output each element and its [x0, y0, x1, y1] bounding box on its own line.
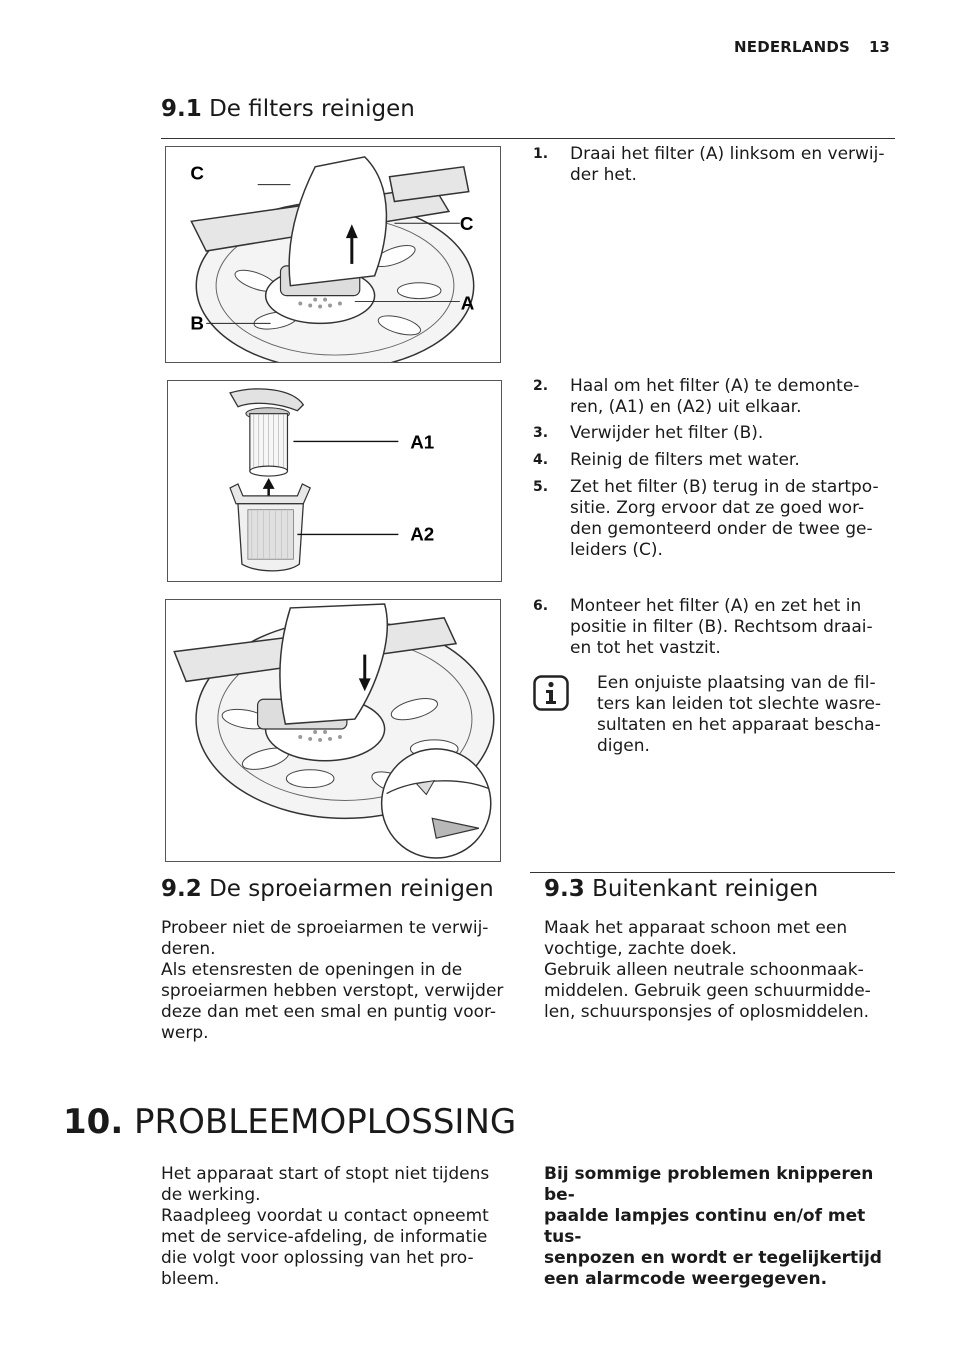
info-line: Een onjuiste plaatsing van de fil- — [597, 673, 876, 693]
section-9-3-heading — [544, 876, 818, 902]
chapter-10-intro — [161, 1164, 521, 1290]
step-number: 6. — [533, 598, 549, 614]
step-line: den gemonteerd onder de twee ge- — [570, 519, 873, 539]
section-number: 9.1 — [161, 96, 202, 122]
label-b: B — [190, 312, 204, 334]
body-line: Bij sommige problemen knipperen be- — [544, 1164, 874, 1205]
body-line: deren. — [161, 939, 216, 959]
body-line: Probeer niet de sproeiarmen te verwij- — [161, 918, 489, 938]
step-number: 4. — [533, 452, 549, 468]
body-line: die volgt voor oplossing van het pro- — [161, 1248, 474, 1268]
body-line: vochtige, zachte doek. — [544, 939, 737, 959]
label-a2: A2 — [410, 523, 435, 545]
chapter-10-heading — [63, 1102, 516, 1142]
section-title: De sproeiarmen reinigen — [209, 876, 494, 902]
step-line: Verwijder het filter (B). — [570, 423, 764, 443]
body-line: Maak het apparaat schoon met een — [544, 918, 848, 938]
header-language: NEDERLANDS — [734, 38, 851, 56]
body-line: bleem. — [161, 1269, 220, 1289]
step-line: Draai het filter (A) linksom en verwij- — [570, 144, 885, 164]
body-line: deze dan met een smal en puntig voor- — [161, 1002, 497, 1022]
section-number: 9.2 — [161, 876, 202, 902]
body-line: een alarmcode weergegeven. — [544, 1269, 828, 1289]
figure-filter-removal — [165, 146, 501, 363]
figure-filter-install — [165, 599, 501, 862]
label-a: A — [460, 292, 475, 314]
info-line: ters kan leiden tot slechte wasre- — [597, 694, 882, 714]
page-number: 13 — [869, 38, 890, 56]
step-line: sitie. Zorg ervoor dat ze goed wor- — [570, 498, 865, 518]
step-number: 3. — [533, 425, 549, 441]
label-c-right: C — [459, 213, 474, 235]
body-line: Gebruik alleen neutrale schoonmaak- — [544, 960, 864, 980]
filter-removal-illustration — [166, 147, 500, 362]
filter-install-illustration — [166, 600, 500, 861]
body-line: Het apparaat start of stopt niet tijdens — [161, 1164, 490, 1184]
section-divider — [530, 872, 895, 873]
section-divider — [161, 138, 895, 139]
filter-parts-illustration — [168, 381, 501, 581]
section-number: 9.3 — [544, 876, 585, 902]
step-line: leiders (C). — [570, 540, 663, 560]
section-title: Buitenkant reinigen — [592, 876, 819, 902]
body-line: Raadpleeg voordat u contact opneemt — [161, 1206, 489, 1226]
body-line: Als etensresten de openingen in de — [161, 960, 463, 980]
step-number: 5. — [533, 479, 549, 495]
step-line: Zet het filter (B) terug in de startpo- — [570, 477, 879, 497]
body-line: sproeiarmen hebben verstopt, verwijder — [161, 981, 504, 1001]
step-line: Reinig de filters met water. — [570, 450, 800, 470]
info-line: digen. — [597, 736, 650, 756]
body-line: middelen. Gebruik geen schuurmidde- — [544, 981, 871, 1001]
label-c-top: C — [190, 162, 204, 184]
section-9-3-body — [544, 918, 904, 1023]
step-number: 2. — [533, 378, 549, 394]
section-title: De filters reinigen — [209, 96, 415, 122]
step-line: Monteer het filter (A) en zet het in — [570, 596, 862, 616]
step-line: positie in filter (B). Rechtsom draai- — [570, 617, 873, 637]
step-line: Haal om het filter (A) te demonte- — [570, 376, 860, 396]
step-line: der het. — [570, 165, 637, 185]
section-9-2-heading — [161, 876, 494, 902]
body-line: werp. — [161, 1023, 209, 1043]
info-note — [597, 673, 897, 757]
step-line: en tot het vastzit. — [570, 638, 721, 658]
body-line: paalde lampjes continu en/of met tus- — [544, 1206, 866, 1247]
step-number: 1. — [533, 146, 549, 162]
figure-filter-parts — [167, 380, 502, 582]
section-9-1-heading — [161, 96, 415, 122]
section-9-2-body — [161, 918, 521, 1044]
body-line: senpozen en wordt er tegelijkertijd — [544, 1248, 882, 1268]
info-icon — [533, 675, 569, 711]
body-line: de werking. — [161, 1185, 261, 1205]
chapter-number: 10. — [63, 1102, 124, 1142]
body-line: met de service-afdeling, de informatie — [161, 1227, 488, 1247]
chapter-10-alarm-note — [544, 1164, 904, 1290]
body-line: len, schuursponsjes of oplosmiddelen. — [544, 1002, 870, 1022]
label-a1: A1 — [410, 431, 435, 453]
step-line: ren, (A1) en (A2) uit elkaar. — [570, 397, 802, 417]
info-line: sultaten en het apparaat bescha- — [597, 715, 881, 735]
chapter-title: PROBLEEMOPLOSSING — [134, 1102, 517, 1142]
